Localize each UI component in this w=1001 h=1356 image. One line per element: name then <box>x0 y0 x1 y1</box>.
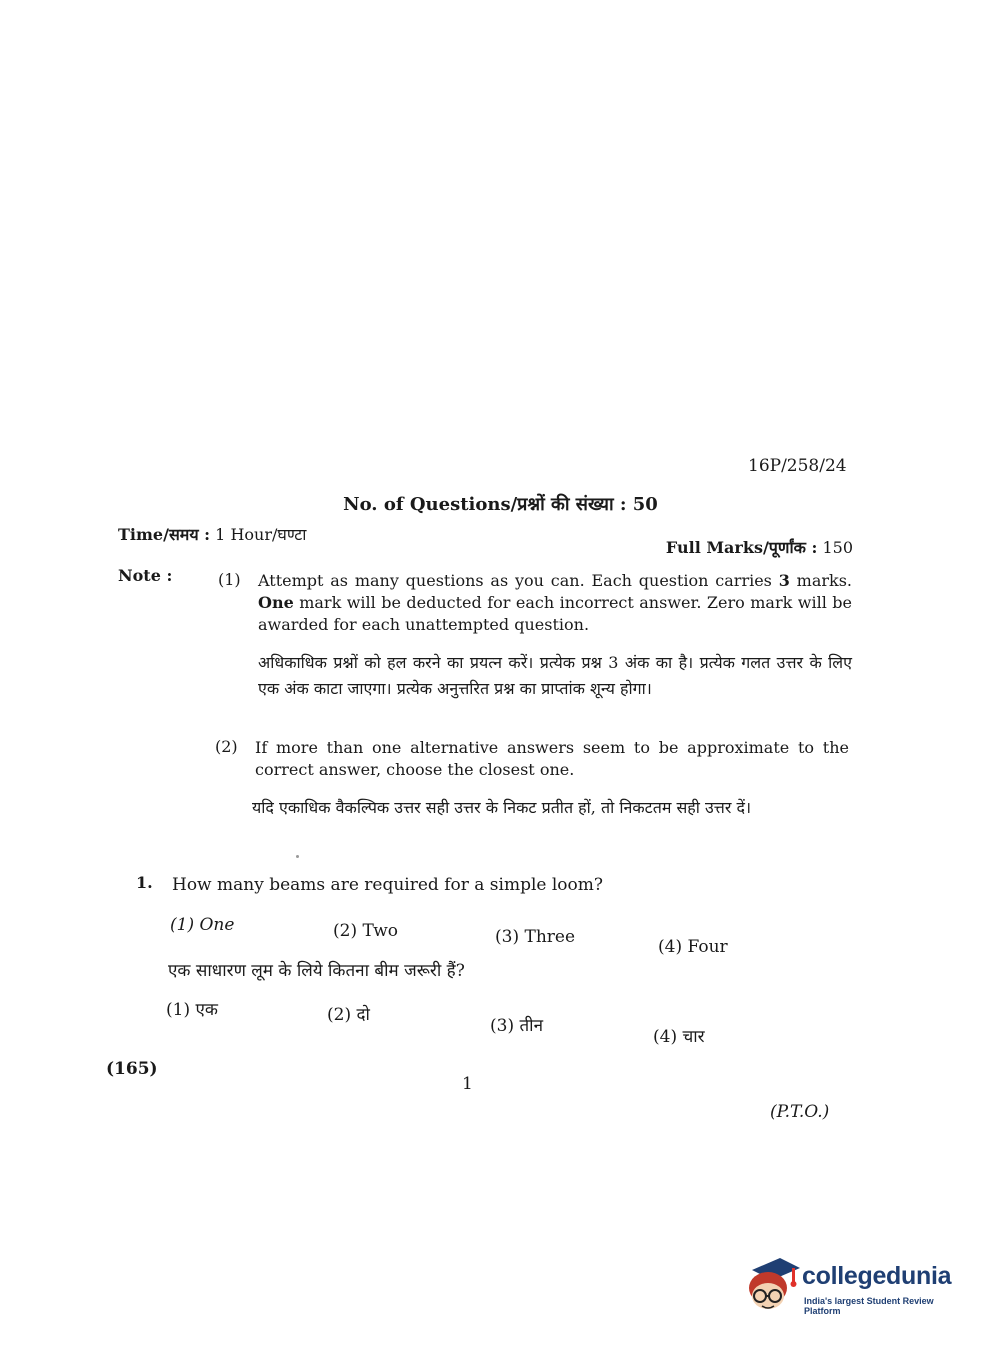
note-2-hindi: यदि एकाधिक वैकल्पिक उत्तर सही उत्तर के निकट प्रतीत हों, तो निकटतम सही उत्तर दें। <box>252 798 752 817</box>
marks-line <box>666 536 853 558</box>
note-2-number: (2) <box>215 737 238 756</box>
question-1-number: 1. <box>136 873 153 892</box>
marks-label: Full Marks/पूर्णांक : <box>665 538 818 557</box>
page-number: 1 <box>462 1074 473 1094</box>
note-1-bold-marks: 3 <box>778 571 790 590</box>
time-value: 1 Hour/घण्टा <box>215 525 307 544</box>
speck <box>296 855 299 858</box>
question-1-option-3-hindi: (3) तीन <box>490 1016 544 1036</box>
question-1-option-3-english: (3) Three <box>495 927 576 947</box>
watermark-tagline: India's largest Student Review Platform <box>804 1296 934 1316</box>
question-1-option-1-hindi: (1) एक <box>166 1000 218 1020</box>
mascot-icon <box>742 1252 802 1318</box>
time-label: Time/समय : <box>118 525 211 544</box>
pto-label: (P.T.O.) <box>770 1102 830 1122</box>
note-1-number: (1) <box>218 570 241 589</box>
paper-code: 16P/258/24 <box>748 456 847 476</box>
watermark-name: collegedunia <box>802 1262 952 1290</box>
note-2-english: If more than one alternative answers seem to be approximate to the correct answer, choose the closest one. <box>255 738 849 779</box>
note-1-hindi: अधिकाधिक प्रश्नों को हल करने का प्रयत्न करें। प्रत्येक प्रश्न 3 अंक का है। प्रत्येक गलत उत्तर के लिए एक अंक काटा जाएगा। प्रत्येक अनुत्तरित प्रश्न का प्राप्तांक शून्य होगा। <box>258 653 852 698</box>
question-1-text-english: How many beams are required for a simple loom? <box>172 875 604 895</box>
time-line <box>118 523 306 545</box>
collegedunia-watermark <box>742 1252 972 1318</box>
question-1-text-hindi: एक साधारण लूम के लिये कितना बीम जरूरी हैं? <box>168 961 465 981</box>
question-1-option-4-hindi: (4) चार <box>653 1027 705 1047</box>
booklet-code: (165) <box>106 1059 158 1079</box>
question-1-option-2-hindi: (2) दो <box>327 1005 370 1025</box>
question-1-option-4-english: (4) Four <box>658 937 728 957</box>
note-label: Note : <box>118 566 173 585</box>
note-1-english <box>258 570 852 636</box>
note-1-text-a: Attempt as many questions as you can. Each question carries <box>258 571 779 590</box>
page-title: No. of Questions/प्रश्नों की संख्या : 50 <box>343 494 658 515</box>
note-1-bold-one: One <box>258 593 294 612</box>
note-1-text-c: mark will be deducted for each incorrect answer. Zero mark will be awarded for each unattempted question. <box>258 593 852 634</box>
question-1-option-2-english: (2) Two <box>333 921 399 941</box>
marks-value: 150 <box>822 538 853 557</box>
question-1-option-1-english: (1) One <box>170 915 235 935</box>
note-1-text-b: marks. <box>789 571 853 590</box>
